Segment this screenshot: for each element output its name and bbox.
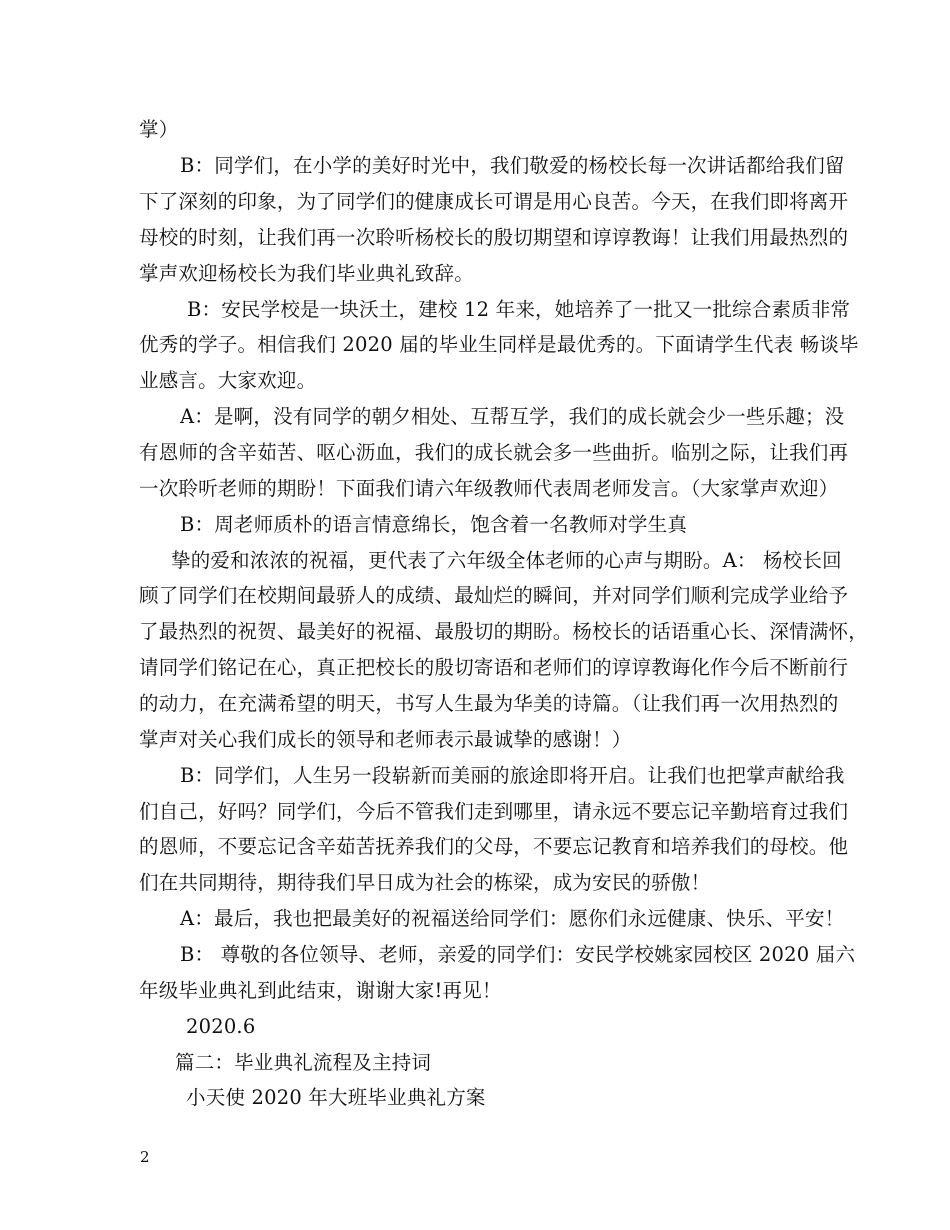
text-line: A：是啊，没有同学的朝夕相处、互帮互学，我们的成长就会少一些乐趣；没 bbox=[180, 405, 845, 428]
text-line: 挚的爱和浓浓的祝福，更代表了六年级全体老师的心声与期盼。A： 杨校长回 bbox=[171, 549, 842, 572]
text-line: 们自己，好吗？同学们，今后不管我们走到哪里，请永远不要忘记辛勤培育过我们 bbox=[139, 800, 849, 823]
text-line: B：同学们，在小学的美好时光中，我们敬爱的杨校长每一次讲话都给我们留 bbox=[180, 154, 845, 177]
text-line: 掌声欢迎杨校长为我们毕业典礼致辞。 bbox=[139, 262, 474, 285]
section-heading: 篇二：毕业典礼流程及主持词 bbox=[175, 1051, 432, 1074]
text-line: 的动力，在充满希望的明天，书写人生最为华美的诗篇。（让我们再一次用热烈的 bbox=[139, 692, 839, 715]
text-line: 2020.6 bbox=[186, 1015, 256, 1038]
text-line: A：最后，我也把最美好的祝福送给同学们：愿你们永远健康、快乐、平安！ bbox=[180, 907, 845, 930]
text-line: 们在共同期待，期待我们早日成为社会的栋梁，成为安民的骄傲！ bbox=[139, 871, 711, 894]
text-line: 掌） bbox=[139, 118, 179, 141]
text-line: 掌声对关心我们成长的领导和老师表示最诚挚的感谢！） bbox=[139, 728, 632, 751]
text-line: 顾了同学们在校期间最骄人的成绩、最灿烂的瞬间，并对同学们顺利完成学业给予 bbox=[139, 584, 849, 607]
text-line: 的恩师，不要忘记含辛茹苦抚养我们的父母，不要忘记教育和培养我们的母校。他 bbox=[139, 835, 849, 858]
text-line: 母校的时刻，让我们再一次聆听杨校长的殷切期望和谆谆教诲！让我们用最热烈的 bbox=[139, 226, 849, 249]
text-line: 业感言。大家欢迎。 bbox=[139, 369, 317, 392]
text-line: B：周老师质朴的语言情意绵长，饱含着一名教师对学生真 bbox=[180, 513, 688, 536]
text-line: B：安民学校是一块沃土，建校 12 年来，她培养了一批又一批综合素质非常 bbox=[187, 298, 851, 321]
text-line: B：同学们，人生另一段崭新而美丽的旅途即将开启。让我们也把掌声献给我 bbox=[180, 764, 845, 787]
page-number: 2 bbox=[140, 1148, 150, 1166]
text-line: 下了深刻的印象，为了同学们的健康成长可谓是用心良苦。今天，在我们即将离开 bbox=[139, 190, 849, 213]
text-line: 有恩师的含辛茹苦、呕心沥血，我们的成长就会多一些曲折。临别之际，让我们再 bbox=[139, 441, 849, 464]
text-line: 了最热烈的祝贺、最美好的祝福、最殷切的期盼。杨校长的话语重心长、深情满怀， bbox=[139, 620, 868, 643]
text-line: B： 尊敬的各位领导、老师，亲爱的同学们：安民学校姚家园校区 2020 届六 bbox=[180, 943, 856, 966]
text-line: 一次聆听老师的期盼！下面我们请六年级教师代表周老师发言。（大家掌声欢迎） bbox=[139, 477, 839, 500]
text-line: 年级毕业典礼到此结束，谢谢大家!再见！ bbox=[139, 979, 502, 1002]
subheading: 小天使 2020 年大班毕业典礼方案 bbox=[186, 1086, 486, 1109]
text-line: 优秀的学子。相信我们 2020 届的毕业生同样是最优秀的。下面请学生代表 畅谈毕 bbox=[139, 333, 859, 356]
text-line: 请同学们铭记在心，真正把校长的殷切寄语和老师们的谆谆教诲化作今后不断前行 bbox=[139, 656, 849, 679]
